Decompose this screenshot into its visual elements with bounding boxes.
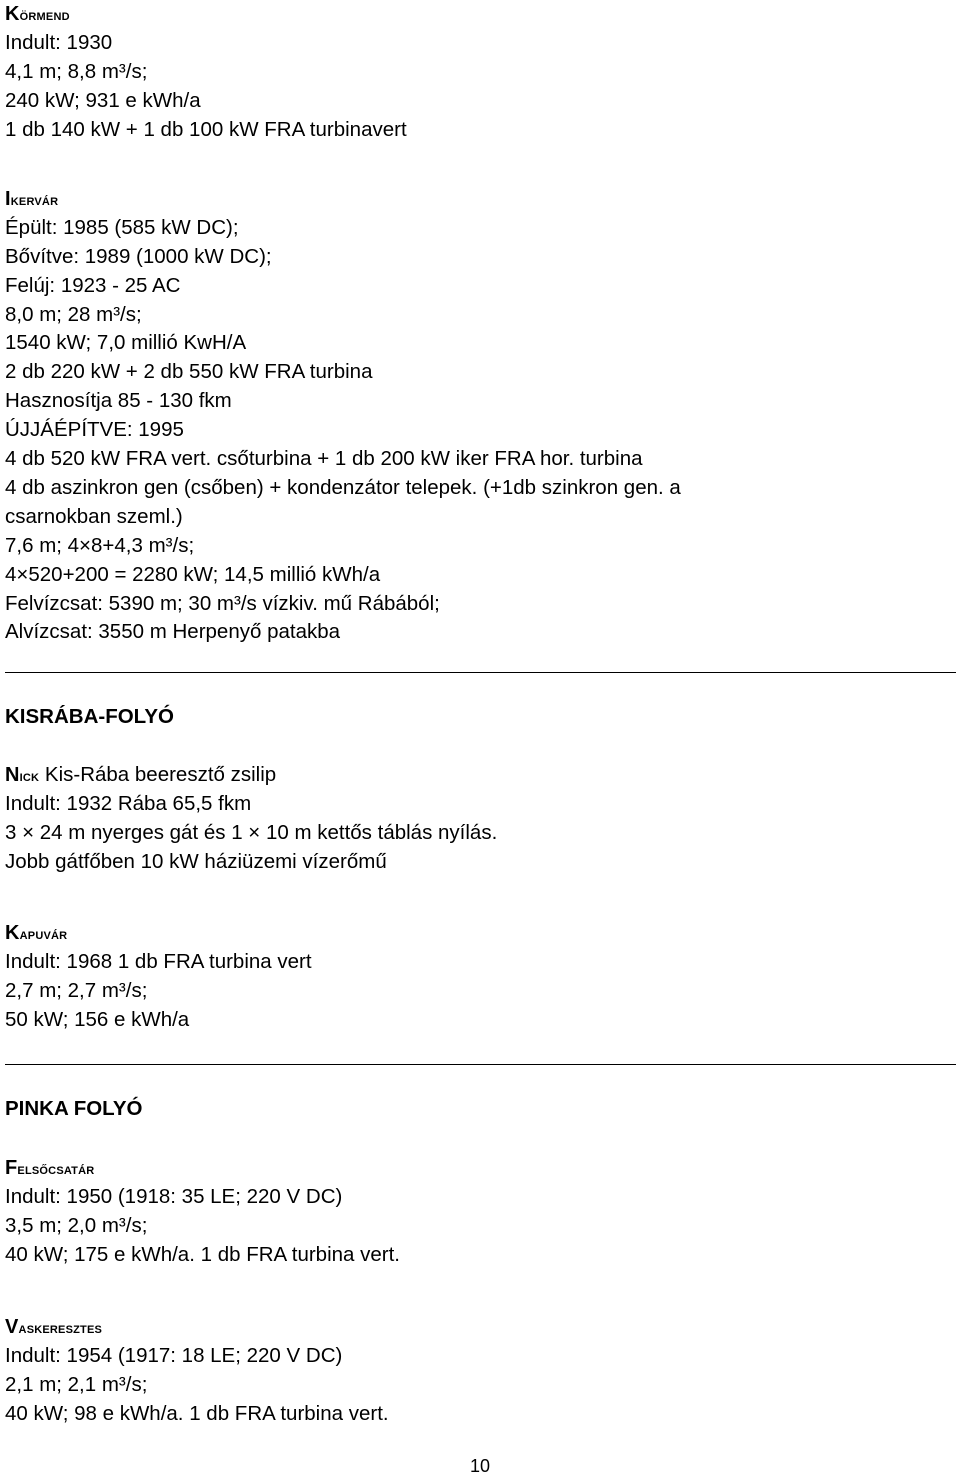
section-kisraba: [5, 703, 955, 732]
text-line: 40 kW; 98 e kWh/a. 1 db FRA turbina vert.: [5, 1401, 389, 1425]
section-heading: Vaskeresztes: [5, 1316, 103, 1338]
section-divider: [5, 1064, 956, 1065]
text-line: 40 kW; 175 e kWh/a. 1 db FRA turbina vert.: [5, 1242, 401, 1266]
text-line: 240 kW; 931 e kWh/a: [5, 88, 201, 112]
section-divider: [5, 672, 956, 673]
river-title: PINKA FOLYÓ: [5, 1097, 143, 1120]
text-line: ÚJJÁÉPÍTVE: 1995: [5, 418, 184, 442]
text-line: 8,0 m; 28 m³/s;: [5, 302, 142, 326]
text-line: Bővítve: 1989 (1000 kW DC);: [5, 244, 272, 268]
text-line: Indult: 1968 1 db FRA turbina vert: [5, 949, 312, 973]
text-line: 3 × 24 m nyerges gát és 1 × 10 m kettős táblás nyílás.: [5, 820, 498, 844]
section-felsocsatar: [5, 1154, 955, 1270]
text-line: Indult: 1930: [5, 30, 113, 54]
section-heading: Nick Kis-Rába beeresztő zsilip: [5, 763, 277, 786]
text-line: Jobb gátfőben 10 kW háziüzemi vízerőmű: [5, 849, 387, 873]
section-pinka: [5, 1095, 955, 1124]
text-line: 1 db 140 kW + 1 db 100 kW FRA turbinavert: [5, 117, 407, 141]
text-line: 4×520+200 = 2280 kW; 14,5 millió kWh/a: [5, 562, 381, 586]
text-line: 4 db aszinkron gen (csőben) + kondenzátor telepek. (+1db szinkron gen. a csarnokban szeml.): [5, 475, 681, 528]
section-ikervar: [5, 185, 955, 647]
text-line: Felúj: 1923 - 25 AC: [5, 273, 181, 297]
section-heading: Kapuvár: [5, 922, 68, 944]
text-line: 3,5 m; 2,0 m³/s;: [5, 1213, 148, 1237]
text-line: Indult: 1932 Rába 65,5 fkm: [5, 791, 252, 815]
text-line: 2,1 m; 2,1 m³/s;: [5, 1372, 148, 1396]
text-line: 7,6 m; 4×8+4,3 m³/s;: [5, 533, 195, 557]
text-line: Indult: 1950 (1918: 35 LE; 220 V DC): [5, 1184, 343, 1208]
text-line: Hasznosítja 85 - 130 fkm: [5, 389, 232, 413]
page-number: 10: [469, 1456, 491, 1476]
text-line: Épült: 1985 (585 kW DC);: [5, 215, 239, 239]
text-line: 4 db 520 kW FRA vert. csőturbina + 1 db 200 kW iker FRA hor. turbina: [5, 447, 643, 471]
section-vaskeresztes: [5, 1313, 955, 1429]
text-line: Alvízcsat: 3550 m Herpenyő patakba: [5, 620, 341, 644]
text-line: Felvízcsat: 5390 m; 30 m³/s vízkiv. mű Rábából;: [5, 591, 440, 615]
section-heading: Körmend: [5, 3, 70, 25]
section-kormend: [5, 0, 955, 144]
river-title: KISRÁBA-FOLYÓ: [5, 705, 174, 728]
text-line: 1540 kW; 7,0 millió KwH/A: [5, 331, 247, 355]
section-nick: [5, 761, 955, 877]
section-heading: Felsőcsatár: [5, 1157, 95, 1179]
text-line: 50 kW; 156 e kWh/a: [5, 1007, 190, 1031]
section-heading: Ikervár: [5, 188, 59, 210]
text-line: Indult: 1954 (1917: 18 LE; 220 V DC): [5, 1343, 343, 1367]
text-line: 2 db 220 kW + 2 db 550 kW FRA turbina: [5, 360, 373, 384]
text-line: 2,7 m; 2,7 m³/s;: [5, 978, 148, 1002]
section-kapuvar: [5, 919, 955, 1035]
text-line: 4,1 m; 8,8 m³/s;: [5, 59, 148, 83]
